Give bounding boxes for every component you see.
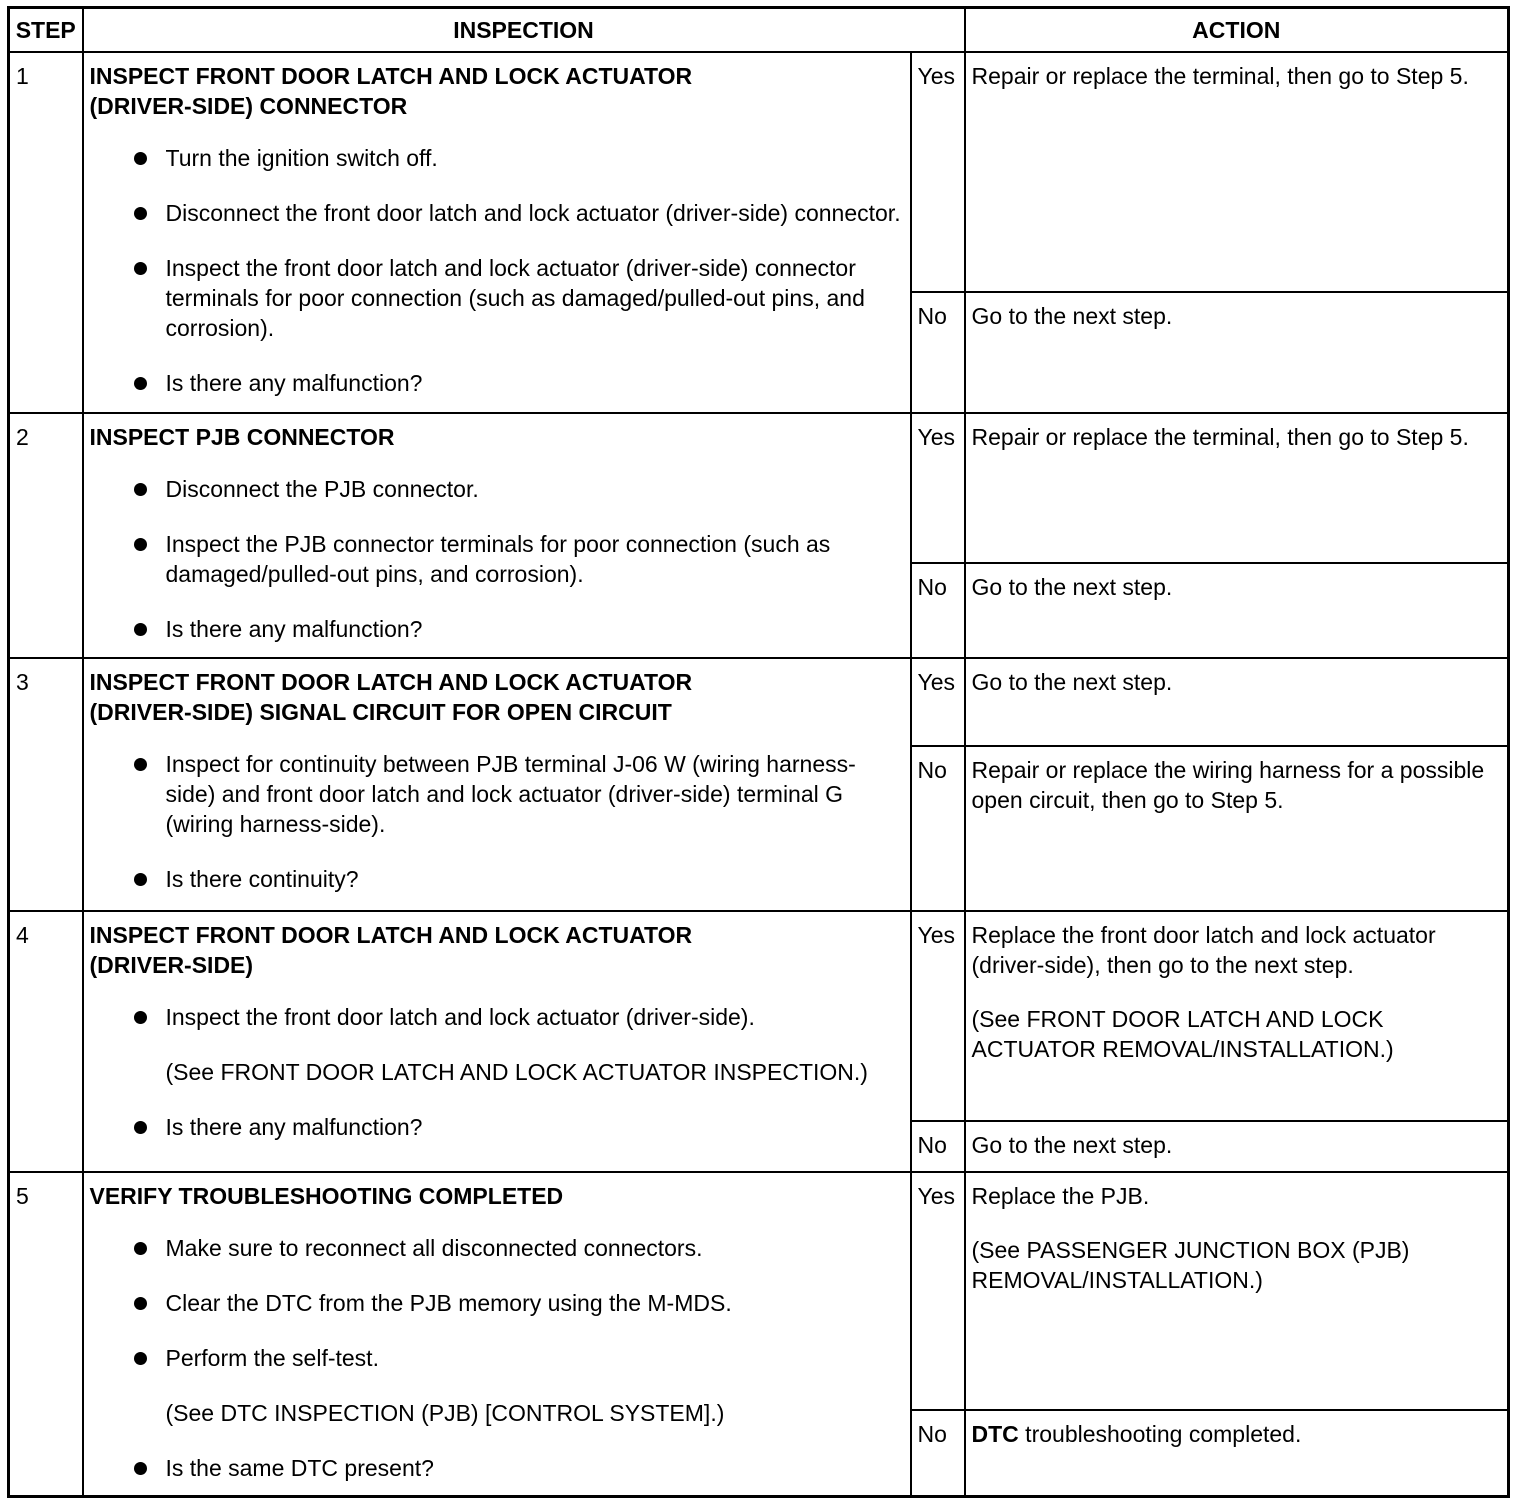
step-number: 4 bbox=[9, 911, 83, 1172]
no-label: No bbox=[911, 1410, 965, 1497]
bullet-dot-icon bbox=[134, 1011, 147, 1024]
yes-label: Yes bbox=[911, 911, 965, 1121]
yes-label: Yes bbox=[911, 413, 965, 563]
header-inspection: INSPECTION bbox=[83, 8, 965, 53]
step-row-5-yes bbox=[9, 1172, 1509, 1410]
bullet-note: (See DTC INSPECTION (PJB) [CONTROL SYSTEM].) bbox=[165, 1399, 725, 1426]
step-row-4-yes bbox=[9, 911, 1509, 1121]
inspection-bullets bbox=[90, 474, 904, 644]
step-title: VERIFY TROUBLESHOOTING COMPLETED bbox=[89, 1182, 564, 1209]
header-step: STEP bbox=[9, 8, 83, 53]
step-title: INSPECT FRONT DOOR LATCH AND LOCK ACTUATOR (DRIVER-SIDE) CONNECTOR bbox=[89, 63, 693, 119]
yes-action: Go to the next step. bbox=[965, 658, 1509, 746]
bullet-dot-icon bbox=[134, 1121, 147, 1134]
bullet-item: Make sure to reconnect all disconnected connectors. bbox=[166, 1233, 904, 1263]
inspection-bullets bbox=[90, 1233, 904, 1483]
bullet-item: Is there any malfunction? bbox=[166, 368, 904, 398]
no-action: DTC troubleshooting completed. bbox=[965, 1410, 1509, 1497]
inspection-bullets bbox=[90, 1002, 904, 1142]
diagnostic-procedure-table bbox=[7, 6, 1510, 1498]
step-inspection bbox=[83, 413, 911, 658]
yes-label: Yes bbox=[911, 1172, 965, 1410]
action-note: (See PASSENGER JUNCTION BOX (PJB) REMOVAL/INSTALLATION.) bbox=[971, 1236, 1410, 1293]
no-action: Go to the next step. bbox=[965, 1121, 1509, 1172]
bullet-item: Disconnect the PJB connector. bbox=[166, 474, 904, 504]
bullet-dot-icon bbox=[134, 1352, 147, 1365]
bullet-dot-icon bbox=[134, 152, 147, 165]
no-action: Go to the next step. bbox=[965, 292, 1509, 413]
inspection-bullets bbox=[90, 749, 904, 894]
step-inspection bbox=[83, 658, 911, 911]
bullet-dot-icon bbox=[134, 207, 147, 220]
bullet-dot-icon bbox=[134, 1242, 147, 1255]
step-inspection bbox=[83, 1172, 911, 1497]
step-title: INSPECT PJB CONNECTOR bbox=[89, 424, 395, 451]
no-label: No bbox=[911, 292, 965, 413]
bullet-dot-icon bbox=[134, 483, 147, 496]
yes-action: Repair or replace the terminal, then go to Step 5. bbox=[965, 52, 1509, 292]
bullet-dot-icon bbox=[134, 758, 147, 771]
no-action: Go to the next step. bbox=[965, 563, 1509, 658]
bullet-item: Inspect the front door latch and lock actuator (driver-side) connector terminals for poor connection (such as damaged/pulled-out pins, and corrosion). bbox=[166, 253, 904, 343]
bullet-item: Is the same DTC present? bbox=[166, 1453, 904, 1483]
yes-action: Repair or replace the terminal, then go to Step 5. bbox=[965, 413, 1509, 563]
bullet-item: Is there any malfunction? bbox=[166, 1112, 904, 1142]
step-number: 5 bbox=[9, 1172, 83, 1497]
step-number: 3 bbox=[9, 658, 83, 911]
step-title: INSPECT FRONT DOOR LATCH AND LOCK ACTUATOR (DRIVER-SIDE) SIGNAL CIRCUIT FOR OPEN CIRCUIT bbox=[89, 668, 693, 725]
bullet-item: Inspect the front door latch and lock actuator (driver-side). (See FRONT DOOR LATCH AND LOCK ACTUATOR INSPECTION.) bbox=[166, 1002, 904, 1087]
bullet-dot-icon bbox=[134, 377, 147, 390]
bullet-note: (See FRONT DOOR LATCH AND LOCK ACTUATOR INSPECTION.) bbox=[165, 1059, 868, 1086]
no-action: Repair or replace the wiring harness for a possible open circuit, then go to Step 5. bbox=[965, 746, 1509, 911]
yes-label: Yes bbox=[911, 658, 965, 746]
bullet-item: Turn the ignition switch off. bbox=[166, 143, 904, 173]
step-row-2-yes bbox=[9, 413, 1509, 563]
step-row-3-yes bbox=[9, 658, 1509, 746]
action-note: (See FRONT DOOR LATCH AND LOCK ACTUATOR REMOVAL/INSTALLATION.) bbox=[971, 1006, 1394, 1063]
step-inspection bbox=[83, 52, 911, 413]
step-number: 2 bbox=[9, 413, 83, 658]
step-title: INSPECT FRONT DOOR LATCH AND LOCK ACTUATOR (DRIVER-SIDE) bbox=[89, 922, 693, 979]
bullet-dot-icon bbox=[134, 873, 147, 886]
inspection-bullets bbox=[90, 143, 904, 398]
header-row bbox=[9, 8, 1509, 53]
bullet-item: Disconnect the front door latch and lock actuator (driver-side) connector. bbox=[166, 198, 904, 228]
bullet-item: Is there continuity? bbox=[166, 864, 904, 894]
yes-action: Replace the front door latch and lock actuator (driver-side), then go to the next step. (See FRONT DOOR LATCH AND LOCK ACTUATOR REMOVAL/INSTALLATION.) bbox=[965, 911, 1509, 1121]
header-action: ACTION bbox=[965, 8, 1509, 53]
no-label: No bbox=[911, 1121, 965, 1172]
step-row-1-yes bbox=[9, 52, 1509, 292]
no-label: No bbox=[911, 563, 965, 658]
bullet-item: Inspect the PJB connector terminals for poor connection (such as damaged/pulled-out pins, and corrosion). bbox=[166, 529, 904, 589]
step-inspection bbox=[83, 911, 911, 1172]
bullet-item: Inspect for continuity between PJB terminal J-06 W (wiring harness-side) and front door latch and lock actuator (driver-side) terminal G (wiring harness-side). bbox=[166, 749, 904, 839]
bullet-dot-icon bbox=[134, 1462, 147, 1475]
bullet-dot-icon bbox=[134, 1297, 147, 1310]
bullet-item: Clear the DTC from the PJB memory using the M-MDS. bbox=[166, 1288, 904, 1318]
yes-label: Yes bbox=[911, 52, 965, 292]
bullet-dot-icon bbox=[134, 538, 147, 551]
bullet-dot-icon bbox=[134, 623, 147, 636]
bullet-dot-icon bbox=[134, 262, 147, 275]
bullet-item: Is there any malfunction? bbox=[166, 614, 904, 644]
yes-action: Replace the PJB. (See PASSENGER JUNCTION BOX (PJB) REMOVAL/INSTALLATION.) bbox=[965, 1172, 1509, 1410]
bullet-item: Perform the self-test. (See DTC INSPECTION (PJB) [CONTROL SYSTEM].) bbox=[166, 1343, 904, 1428]
no-label: No bbox=[911, 746, 965, 911]
step-number: 1 bbox=[9, 52, 83, 413]
